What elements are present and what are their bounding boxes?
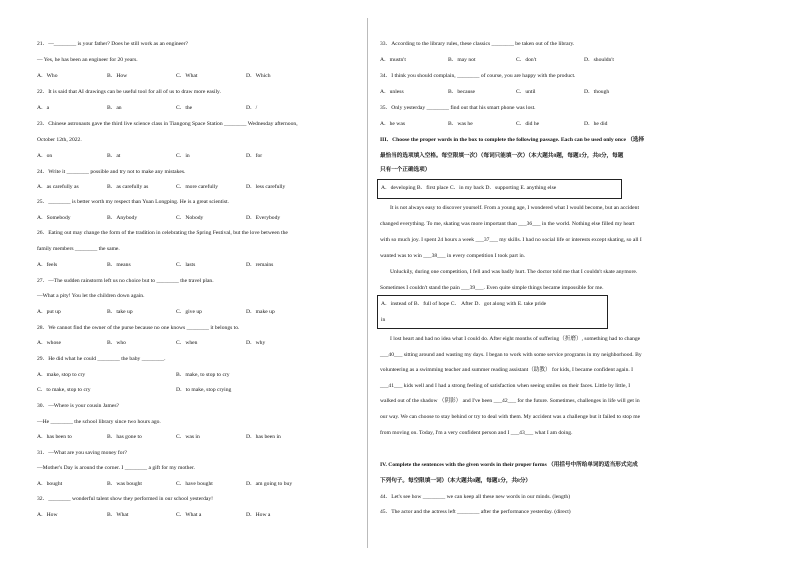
- q32-option-a: A．How: [37, 512, 58, 518]
- q28-option-a: A．whose: [37, 340, 61, 346]
- q27-option-d: D．make up: [246, 309, 275, 315]
- q29-option-b: B．make, to stop to cry: [176, 372, 230, 378]
- q34-option-a: A．unless: [380, 89, 404, 95]
- q28-option-b: B．who: [107, 340, 126, 346]
- q27-option-b: B．take up: [107, 309, 133, 315]
- q27-reply: —What a pity! You let the children down again.: [37, 293, 145, 299]
- q29-option-a: A．make, stop to cry: [37, 372, 86, 378]
- passage-line-8: ___40___ sitting around and wasting my days. I began to work with some service programs in my neighborhood. By: [380, 352, 642, 358]
- q32-option-b: B．What: [107, 512, 129, 518]
- q35-option-d: D．he did: [584, 121, 608, 127]
- passage-line-6: Sometimes I couldn't stand the pain ___39___. Even quite simple things became impossible for me.: [380, 285, 604, 291]
- q24-option-a: A．as carefully as: [37, 184, 79, 190]
- section4-heading-cont: 下列句子。每空限填一词）（本大题共8题，每题1分，共8分）: [380, 478, 532, 484]
- q22-stem: 22．It is said that AI drawings can be useful tool for all of us to draw more easily.: [37, 89, 221, 95]
- passage-line-12: our way. We can choose to stay behind or try to deal with them. My accident was a challenge but it failed to stop me: [380, 414, 641, 420]
- q34-option-b: B．because: [448, 89, 476, 95]
- q26-option-b: B．means: [107, 262, 131, 268]
- word-box-1-text: A．developing B．first place C．in my back D．supporting E. anything else: [381, 185, 557, 191]
- q32-option-d: D．How a: [246, 512, 271, 518]
- q35-option-b: B．was he: [448, 121, 473, 127]
- q27-option-a: A．put up: [37, 309, 61, 315]
- q35-option-a: A．he was: [380, 121, 406, 127]
- q24-option-d: D．less carefully: [246, 184, 286, 190]
- q21-option-c: C．What: [176, 73, 198, 79]
- passage-line-5: Unluckily, during one competition, I fell and was badly hurt. The doctor told me that I couldn't skate anymore.: [390, 269, 638, 275]
- column-divider: [367, 18, 368, 548]
- q25-option-b: B．Anybody: [107, 215, 138, 221]
- q23-stem-cont: October 12th, 2022.: [37, 137, 82, 143]
- q30-option-b: B．has gone to: [107, 434, 142, 440]
- q26-option-d: D．remains: [246, 262, 274, 268]
- passage-line-1: It is not always easy to discover yourself. From a young age, I wondered what I would become, but an accident: [390, 205, 640, 211]
- passage-line-7: I lost heart and had no idea what I could do. After eight months of suffering（折磨）, something had to change: [390, 336, 641, 342]
- q29-stem: 29．He did what he could ________ the baby ________.: [37, 356, 166, 362]
- q28-option-d: D．why: [246, 340, 266, 346]
- passage-line-13: from moving on. Today, I'm a very confident person and I ___43___ what I am doing.: [380, 430, 573, 436]
- q35-option-c: C．did he: [516, 121, 540, 127]
- q21-option-a: A．Who: [37, 73, 58, 79]
- q33-option-a: A．mustn't: [380, 57, 406, 63]
- q34-option-c: C．until: [516, 89, 536, 95]
- q23-option-a: A．on: [37, 153, 53, 159]
- q22-option-a: A．a: [37, 105, 50, 111]
- q25-stem: 25．________ is better worth my respect than Yuan Longping. He is a great scientist.: [37, 199, 229, 205]
- q25-option-a: A．Somebody: [37, 215, 71, 221]
- passage-line-9: volunteering as a swimming teacher and summer reading assistant（助教） for kids, I became confident again. I: [380, 367, 634, 373]
- q30-reply: —He ________ the school library since two hours ago.: [37, 419, 161, 425]
- q31-option-b: B．was bought: [107, 481, 142, 487]
- q26-option-c: C．lasts: [176, 262, 196, 268]
- q34-option-d: D．though: [584, 89, 610, 95]
- q31-option-a: A．bought: [37, 481, 63, 487]
- q27-stem: 27．—The sudden rainstorm left us no choice but to ________ the travel plan.: [37, 278, 214, 284]
- q26-option-a: A．feels: [37, 262, 58, 268]
- q25-option-c: C．Nobody: [176, 215, 204, 221]
- q22-option-b: B．an: [107, 105, 122, 111]
- q31-stem: 31．—What are you saving money for?: [37, 450, 127, 456]
- q23-stem: 23．Chinese astronauts gave the third live science class in Tiangong Space Station ________ Wednesday afternoon,: [37, 121, 298, 127]
- q23-option-c: C．in: [176, 153, 190, 159]
- section3-heading: III．Choose the proper words in the box to complete the following passage. Each can be used only once （选择: [380, 137, 645, 143]
- q31-reply: —Mother's Day is around the corner. I ________ a gift for my mother.: [37, 465, 195, 471]
- passage-line-11: walked out of the shadow （阴影） and I've been ___42___ for the future. Sometimes, challenges in life will get in: [380, 398, 640, 404]
- q22-option-d: D．/: [246, 105, 258, 111]
- q26-stem: 26．Eating out may change the form of the tradition in celebrating the Spring Festival, but the love between the: [37, 230, 288, 236]
- q28-stem: 28．We cannot find the owner of the purse because no one knows ________ it belongs to.: [37, 325, 240, 331]
- q28-option-c: C．when: [176, 340, 198, 346]
- section4-heading: IV. Complete the sentences with the given words in their proper forms （用括号中所给单词的适当形式完成: [380, 462, 638, 468]
- q29-option-d: D．to make, stop crying: [176, 387, 232, 393]
- passage-line-2: changed everything. To me, skating was more important than ___36___ in the world. Nothing else filled my heart: [380, 221, 635, 227]
- q24-option-c: C．more carefully: [176, 184, 219, 190]
- q33-stem: 33．According to the library rules, these classics ________ be taken out of the library.: [380, 41, 575, 47]
- q45-stem: 45．The actor and the actress left ________ after the performance yesterday. (direct): [380, 509, 571, 515]
- q25-option-d: D．Everybody: [246, 215, 281, 221]
- passage-line-4: wanted was to win ___38___ in every competition I took part in.: [380, 253, 526, 259]
- q35-stem: 35．Only yesterday ________ find out that his smart phone was lost.: [380, 105, 536, 111]
- q23-option-d: D．for: [246, 153, 263, 159]
- q34-stem: 34．I think you should complain, ________ of course, you are happy with the product.: [380, 73, 576, 79]
- q21-option-b: B．How: [107, 73, 128, 79]
- q32-stem: 32．________ wonderful talent show they performed in our school yesterday!: [37, 496, 214, 502]
- q33-option-d: D．shouldn't: [584, 57, 614, 63]
- passage-line-10: ___41___ kids well and I had a strong feeling of satisfaction when seeing smiles on their faces. Little by little, I: [380, 383, 631, 389]
- q29-option-c: C．to make, stop to cry: [37, 387, 91, 393]
- word-box-2-text: A．instead of B．full of hope C． After D．got along with E. take pride: [381, 301, 547, 307]
- q26-stem-cont: family members ________ the same.: [37, 246, 120, 252]
- q21-option-d: D．Which: [246, 73, 271, 79]
- q24-option-b: B．as carefully as: [107, 184, 149, 190]
- q33-option-b: B．may not: [448, 57, 476, 63]
- q23-option-b: B．at: [107, 153, 121, 159]
- q31-option-d: D．am going to buy: [246, 481, 293, 487]
- q30-option-a: A．has been to: [37, 434, 72, 440]
- q30-option-d: D．has been in: [246, 434, 281, 440]
- q44-stem: 44．Let's see how ________ we can keep all these new words in our minds. (length): [380, 494, 571, 500]
- q24-stem: 24．Write it ________ possible and try not to make any mistakes.: [37, 169, 186, 175]
- word-box-2-text-cont: in: [381, 317, 386, 323]
- q32-option-c: C．What a: [176, 512, 202, 518]
- q33-option-c: C．don't: [516, 57, 537, 63]
- section3-heading-cont2: 只有一个正确选项）: [380, 167, 431, 173]
- q30-option-c: C．was in: [176, 434, 200, 440]
- q22-option-c: C．the: [176, 105, 193, 111]
- section3-heading-cont: 最恰当的选项填入空格。每空限填一次）（每词只能填一次）（本大题共8题，每题1分，共8分，每题: [380, 153, 624, 159]
- passage-line-3: with so much joy. I spent 24 hours a week ___37___ my skills. I had no social life or interests except skating, so all I: [380, 237, 642, 243]
- q21-stem: 21．—________ is your father? Does he still work as an engineer?: [37, 41, 188, 47]
- q27-option-c: C．give up: [176, 309, 202, 315]
- q21-reply: — Yes, he has been an engineer for 20 years.: [37, 57, 138, 63]
- q31-option-c: C．have bought: [176, 481, 213, 487]
- q30-stem: 30．—Where is your cousin James?: [37, 403, 120, 409]
